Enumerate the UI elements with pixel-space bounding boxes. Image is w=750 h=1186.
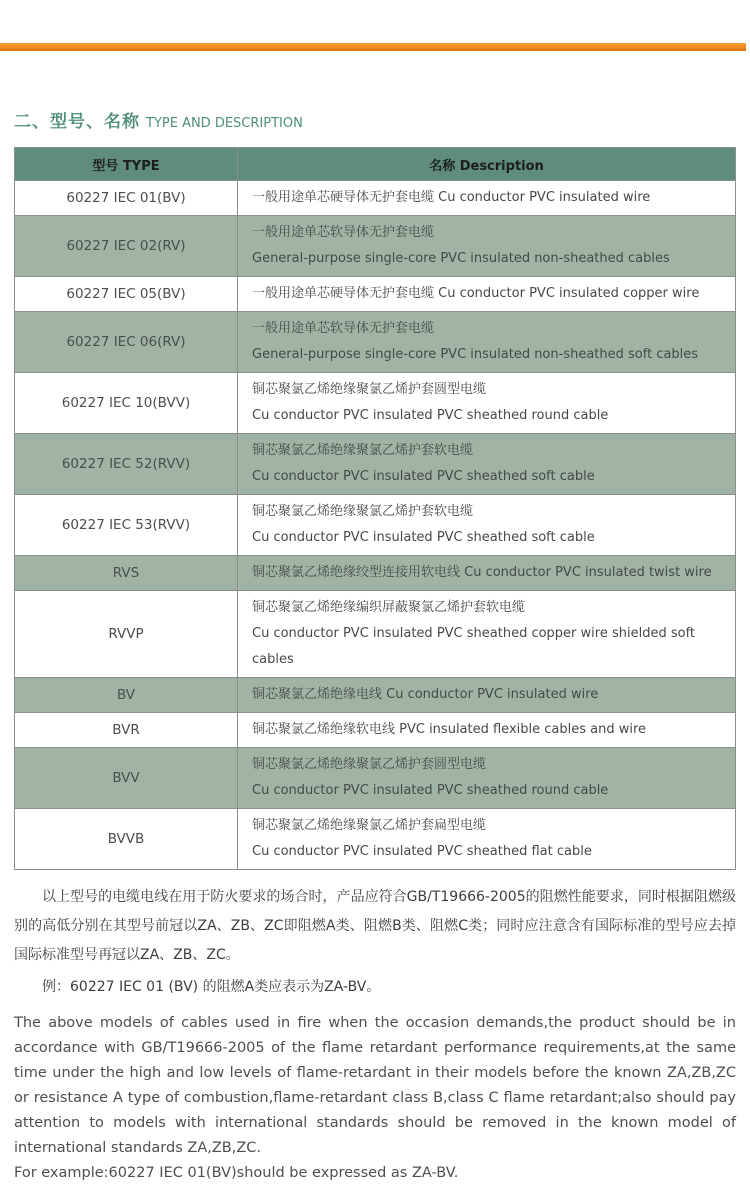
description-cell	[238, 216, 736, 277]
description-line-2: General-purpose single-core PVC insulated non-sheathed soft cables	[252, 347, 699, 362]
type-cell: RVVP	[15, 591, 238, 678]
description-line-1: 铜芯聚氯乙烯绝缘绞型连接用软电线 Cu conductor PVC insulated twist wire	[252, 565, 712, 580]
note-en-example: For example:60227 IEC 01(BV)should be expressed as ZA-BV.	[14, 1165, 459, 1181]
section-heading	[14, 107, 736, 132]
description-line-1: 一般用途单芯软导体无护套电缆	[252, 225, 435, 240]
description-line-2: Cu conductor PVC insulated PVC sheathed flat cable	[252, 844, 592, 859]
description-cell	[238, 591, 736, 678]
page-content	[14, 107, 736, 1186]
type-cell: 60227 IEC 52(RVV)	[15, 434, 238, 495]
table-row	[15, 713, 736, 748]
description-cell	[238, 748, 736, 809]
type-cell: BV	[15, 678, 238, 713]
type-cell: 60227 IEC 53(RVV)	[15, 495, 238, 556]
section-heading-en: TYPE AND DESCRIPTION	[146, 116, 303, 131]
description-line-1: 一般用途单芯硬导体无护套电缆 Cu conductor PVC insulated copper wire	[252, 286, 700, 301]
column-header-description: 名称 Description	[238, 148, 736, 181]
description-line-2: General-purpose single-core PVC insulated non-sheathed cables	[252, 251, 670, 266]
type-cell: 60227 IEC 02(RV)	[15, 216, 238, 277]
description-line-1: 铜芯聚氯乙烯绝缘软电线 PVC insulated flexible cables and wire	[252, 722, 647, 737]
description-cell	[238, 556, 736, 591]
description-line-1: 铜芯聚氯乙烯绝缘聚氯乙烯护套软电缆	[252, 443, 474, 458]
type-description-table	[14, 147, 736, 870]
table-row	[15, 678, 736, 713]
table-row	[15, 591, 736, 678]
type-cell: BVVB	[15, 809, 238, 870]
table-header-row	[15, 148, 736, 181]
column-header-type: 型号 TYPE	[15, 148, 238, 181]
accent-top-bar	[0, 43, 746, 51]
table-row	[15, 434, 736, 495]
table-row	[15, 181, 736, 216]
type-cell: 60227 IEC 01(BV)	[15, 181, 238, 216]
description-line-1: 铜芯聚氯乙烯绝缘聚氯乙烯护套软电缆	[252, 504, 474, 519]
description-cell	[238, 713, 736, 748]
description-line-1: 一般用途单芯软导体无护套电缆	[252, 321, 435, 336]
table-row	[15, 216, 736, 277]
description-line-2: Cu conductor PVC insulated PVC sheathed soft cable	[252, 530, 595, 545]
type-cell: 60227 IEC 06(RV)	[15, 312, 238, 373]
description-line-1: 一般用途单芯硬导体无护套电缆 Cu conductor PVC insulated wire	[252, 190, 651, 205]
note-en: The above models of cables used in fire when the occasion demands,the product should be in accordance with GB/T19666-2005 of the flame retardant performance requirements,at the same time under the high and low levels of flame-retardant in their models before the known ZA,ZB,ZC or resistance A type of combustion,flame-retardant class B,class C flame retardant;also should pay attention to models with international standards should be removed in the known model of international standards ZA,ZB,ZC.	[14, 1015, 736, 1156]
description-cell	[238, 277, 736, 312]
type-cell: BVV	[15, 748, 238, 809]
type-cell: 60227 IEC 05(BV)	[15, 277, 238, 312]
description-cell	[238, 678, 736, 713]
description-line-1: 铜芯聚氯乙烯绝缘聚氯乙烯护套圆型电缆	[252, 757, 487, 772]
description-cell	[238, 495, 736, 556]
description-line-1: 铜芯聚氯乙烯绝缘编织屏蔽聚氯乙烯护套软电缆	[252, 600, 526, 615]
section-heading-zh: 二、型号、名称	[14, 112, 140, 132]
type-cell: 60227 IEC 10(BVV)	[15, 373, 238, 434]
description-cell	[238, 809, 736, 870]
note-zh: 以上型号的电缆电线在用于防火要求的场合时，产品应符合GB/T19666-2005的阻燃性能要求，同时根据阻燃级别的高低分别在其型号前冠以ZA、ZB、ZC即阻燃A类、阻燃B类、阻燃C类；同时应注意含有国际标准的型号应去掉国际标准型号再冠以ZA、ZB、ZC。	[14, 889, 736, 963]
description-line-1: 铜芯聚氯乙烯绝缘电线 Cu conductor PVC insulated wire	[252, 687, 599, 702]
description-line-2: Cu conductor PVC insulated PVC sheathed copper wire shielded soft cables	[252, 626, 696, 667]
table-row	[15, 312, 736, 373]
table-row	[15, 556, 736, 591]
description-cell	[238, 373, 736, 434]
table-row	[15, 809, 736, 870]
table-row	[15, 495, 736, 556]
type-cell: BVR	[15, 713, 238, 748]
description-line-2: Cu conductor PVC insulated PVC sheathed soft cable	[252, 469, 595, 484]
description-cell	[238, 434, 736, 495]
note-zh-example: 例：60227 IEC 01 (BV) 的阻燃A类应表示为ZA-BV。	[42, 979, 381, 995]
description-cell	[238, 181, 736, 216]
notes-section	[14, 883, 736, 1186]
type-cell: RVS	[15, 556, 238, 591]
description-cell	[238, 312, 736, 373]
table-row	[15, 748, 736, 809]
description-line-1: 铜芯聚氯乙烯绝缘聚氯乙烯护套圆型电缆	[252, 382, 487, 397]
table-row	[15, 373, 736, 434]
description-line-1: 铜芯聚氯乙烯绝缘聚氯乙烯护套扁型电缆	[252, 818, 487, 833]
description-line-2: Cu conductor PVC insulated PVC sheathed round cable	[252, 408, 609, 423]
description-line-2: Cu conductor PVC insulated PVC sheathed round cable	[252, 783, 609, 798]
table-row	[15, 277, 736, 312]
